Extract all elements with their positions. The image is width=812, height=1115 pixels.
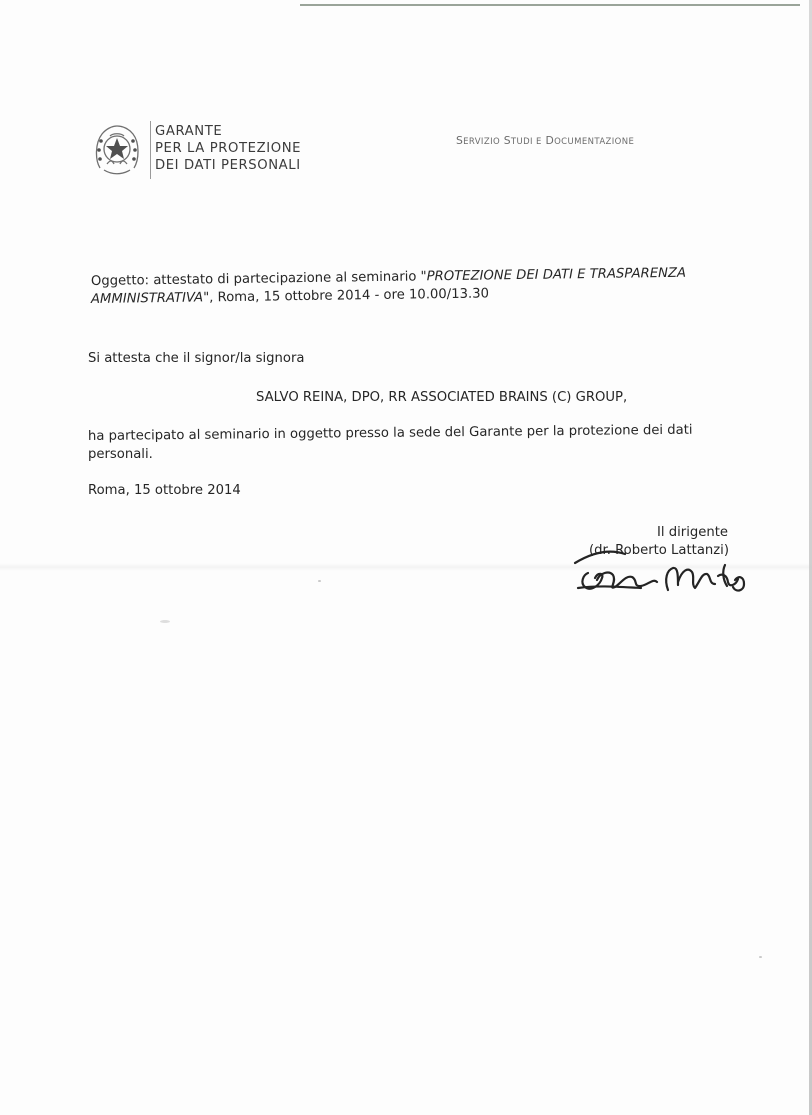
office-name <box>456 134 634 147</box>
logo-divider <box>150 121 151 179</box>
attestation-text: Si attesta che il signor/la signora <box>88 351 305 366</box>
participation-line-1: ha partecipato al seminario in oggetto presso la sede del Garante per la protezione dei dati <box>87 422 693 444</box>
signatory-name: (dr. Roberto Lattanzi) <box>588 543 729 558</box>
subject-prefix: Oggetto: attestato di partecipazione al seminario <box>90 269 421 289</box>
office-word-1: ERVIZIO <box>463 137 501 147</box>
signature-block <box>560 523 750 603</box>
logo-line-2: PER LA PROTEZIONE <box>155 141 302 156</box>
scan-top-line <box>300 4 800 6</box>
office-word-3: OCUMENTAZIONE <box>554 137 635 147</box>
handwritten-signature-icon <box>565 537 750 595</box>
scan-speck <box>318 580 321 582</box>
document-date: Roma, 15 ottobre 2014 <box>88 483 241 498</box>
scan-speck <box>160 620 170 623</box>
logo-line-3: DEI DATI PERSONALI <box>155 158 301 173</box>
office-cap-d: D <box>545 134 555 147</box>
seminar-details: , Roma, 15 ottobre 2014 - ore 10.00/13.30 <box>209 286 490 306</box>
office-cap-s1: S <box>456 134 464 147</box>
seminar-title-part-1: "PROTEZIONE DEI DATI E TRASPARENZA <box>420 265 687 285</box>
participant-name: SALVO REINA, DPO, RR ASSOCIATED BRAINS (C) GROUP, <box>256 390 628 405</box>
seminar-title-part-2: AMMINISTRATIVA" <box>90 290 210 307</box>
office-cap-s2: S <box>503 134 511 147</box>
scan-speck <box>759 956 762 958</box>
logo-line-1: GARANTE <box>155 124 223 139</box>
participation-line-2: personali. <box>88 447 153 462</box>
participation-paragraph <box>87 422 693 464</box>
office-word-2: TUDI E <box>510 137 542 147</box>
signatory-title: Il dirigente <box>657 525 728 540</box>
subject-paragraph <box>90 265 687 309</box>
italian-republic-emblem-icon <box>92 121 142 179</box>
garante-logo <box>92 119 302 181</box>
logo-text <box>155 123 301 174</box>
